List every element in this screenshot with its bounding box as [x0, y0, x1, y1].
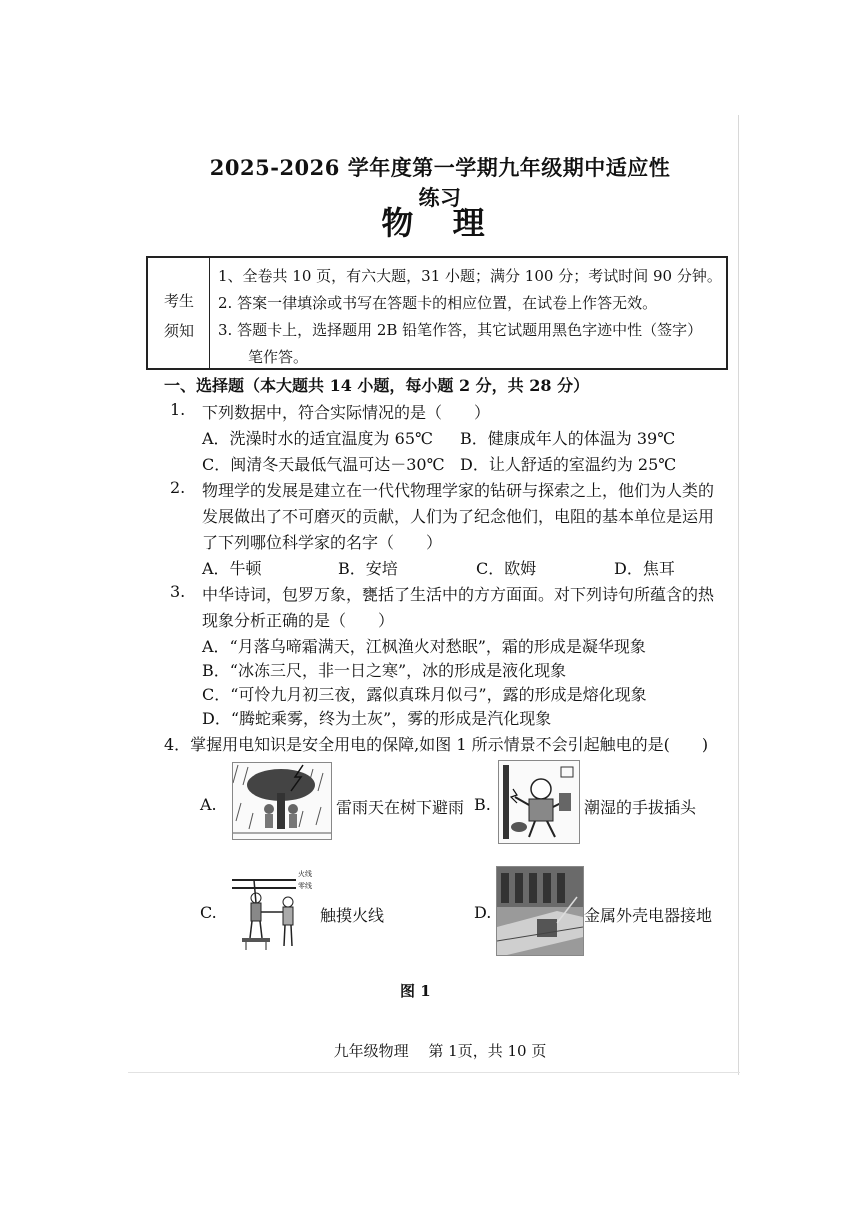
- option-a: A．牛顿: [202, 559, 262, 578]
- question-stem: 中华诗词，包罗万象，甕括了生活中的方方面面。对下列诗句所蕴含的热: [202, 585, 715, 604]
- question-number: 2.: [170, 478, 186, 497]
- option-d: D．让人舒适的室温约为 25℃: [460, 455, 677, 474]
- notice-item: 笔作答。: [248, 348, 309, 366]
- option-letter: A.: [200, 795, 217, 814]
- wet-hand-plug-illustration: [498, 760, 580, 844]
- option-a: A．洗澡时水的适宜温度为 65℃: [202, 429, 433, 448]
- option-b: B．安培: [338, 559, 398, 578]
- page-footer: 九年级物理 第 1页，共 10 页: [333, 1042, 547, 1060]
- option-label: 雷雨天在树下避雨: [336, 798, 465, 817]
- notice-item: 2. 答案一律填涂或书写在答题卡的相应位置，在试卷上作答无效。: [218, 294, 658, 312]
- option-d: D．焦耳: [614, 559, 675, 578]
- zero-wire-label: 零线: [298, 882, 312, 890]
- option-c: C．欧姆: [476, 559, 537, 578]
- page-edge: [738, 115, 739, 1075]
- option-label: 触摸火线: [320, 906, 385, 925]
- section-title: 一、选择题（本大题共 14 小题，每小题 2 分，共 28 分）: [164, 376, 590, 395]
- option-c: C．闽清冬天最低气温可达－30℃: [202, 455, 445, 474]
- question-number: 1.: [170, 400, 186, 419]
- question-stem: 现象分析正确的是（ ）: [202, 611, 395, 630]
- option-a: A．“月落乌啼霜满天，江枫渔火对愁眠”，霜的形成是凝华现象: [202, 637, 646, 656]
- touch-live-wire-illustration: [232, 866, 322, 950]
- figure-caption: 图 1: [400, 982, 431, 1000]
- notice-label: [148, 258, 210, 368]
- option-d: D．“腾蛇乘雾，终为土灰”，雾的形成是汽化现象: [202, 709, 552, 728]
- notice-label-line1: 考生: [164, 292, 195, 310]
- option-letter: D.: [474, 903, 492, 922]
- fire-wire-label: 火线: [298, 870, 312, 878]
- option-label: 潮湿的手拔插头: [584, 798, 697, 817]
- exam-title: 2025-2026 学年度第一学期九年级期中适应性练习: [209, 155, 671, 210]
- question-stem: 下列数据中，符合实际情况的是（ ）: [202, 403, 491, 422]
- question-stem: 了下列哪位科学家的名字（ ）: [202, 533, 443, 552]
- notice-item: 3. 答题卡上，选择题用 2B 铅笔作答，其它试题用黑色字迹中性（签字）: [218, 321, 703, 339]
- notice-item: 1、全卷共 10 页，有六大题，31 小题；满分 100 分；考试时间 90 分钟。: [218, 267, 722, 285]
- notice-label-line2: 须知: [164, 322, 195, 340]
- option-c: C．“可怜九月初三夜，露似真珠月似弓”，露的形成是熔化现象: [202, 685, 647, 704]
- tree-in-storm-illustration: [232, 762, 332, 840]
- grounded-appliance-photo: [496, 866, 584, 956]
- option-label: 金属外壳电器接地: [584, 906, 713, 925]
- option-b: B．“冰冻三尺，非一日之寒”，冰的形成是液化现象: [202, 661, 567, 680]
- notice-box: [146, 256, 728, 370]
- question-stem: 发展做出了不可磨灭的贡献，人们为了纪念他们，电阻的基本单位是运用: [202, 507, 715, 526]
- page-edge: [128, 1072, 740, 1073]
- question-stem: 4．掌握用电知识是安全用电的保障,如图 1 所示情景不会引起触电的是( ): [164, 735, 709, 754]
- subject-title: 物 理: [381, 204, 499, 242]
- option-letter: C.: [200, 903, 217, 922]
- notice-items: [218, 263, 723, 371]
- option-letter: B.: [474, 795, 491, 814]
- question-number: 3.: [170, 582, 186, 601]
- option-b: B．健康成年人的体温为 39℃: [460, 429, 676, 448]
- question-stem: 物理学的发展是建立在一代代物理学家的钻研与探索之上，他们为人类的: [202, 481, 715, 500]
